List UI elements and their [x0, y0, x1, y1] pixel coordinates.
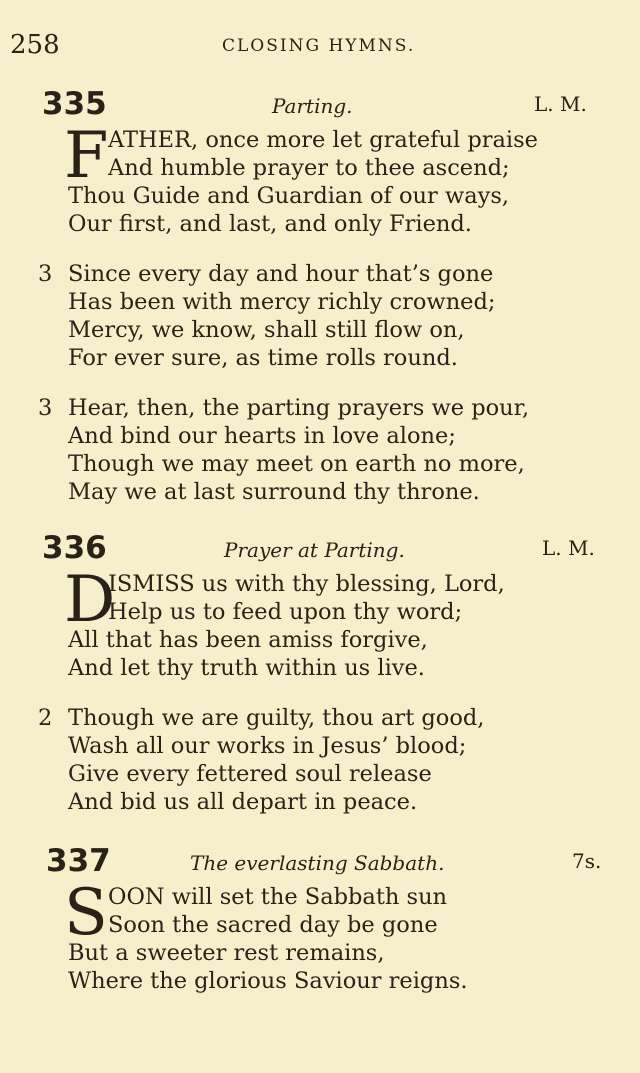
hymn-line: Though we are guilty, thou art good,	[68, 705, 485, 731]
stanza	[0, 704, 640, 816]
hymn-title: Parting.	[272, 94, 353, 118]
drop-cap: F	[64, 119, 109, 193]
running-head: CLOSING HYMNS.	[222, 36, 416, 56]
hymn-title: The everlasting Sabbath.	[190, 851, 445, 875]
hymn-meter: L. M.	[542, 536, 595, 560]
stanza	[0, 260, 640, 372]
page-number: 258	[10, 30, 60, 60]
hymn-line: And bind our hearts in love alone;	[68, 423, 456, 449]
hymn-line: Wash all our works in Jesus’ blood;	[68, 733, 467, 759]
hymn-line: Mercy, we know, shall still flow on,	[68, 317, 465, 343]
stanza	[0, 119, 640, 238]
hymn-336	[0, 530, 640, 838]
stanza-number: 3	[38, 261, 53, 287]
hymn-line: And bid us all depart in peace.	[68, 789, 418, 815]
hymn-337	[0, 843, 640, 1017]
stanza	[0, 876, 640, 995]
hymn-line: For ever sure, as time rolls round.	[68, 345, 458, 371]
hymn-title: Prayer at Parting.	[224, 538, 405, 562]
hymn-meter: 7s.	[572, 849, 602, 873]
hymn-line: Since every day and hour that’s gone	[68, 261, 494, 287]
hymn-line: Our first, and last, and only Friend.	[68, 211, 472, 237]
hymn-number: 337	[46, 843, 111, 879]
hymn-number: 335	[42, 86, 107, 122]
hymn-line: May we at last surround thy throne.	[68, 479, 480, 505]
hymn-line: Hear, then, the parting prayers we pour,	[68, 395, 530, 421]
hymn-line: Where the glorious Saviour reigns.	[68, 968, 468, 994]
hymn-line: Help us to feed upon thy word;	[108, 599, 463, 625]
hymn-line: But a sweeter rest remains,	[68, 940, 385, 966]
hymn-number: 336	[42, 530, 107, 566]
hymn-line: And humble prayer to thee ascend;	[108, 155, 510, 181]
hymn-line: OON will set the Sabbath sun	[108, 884, 448, 910]
hymn-meter: L. M.	[534, 92, 587, 116]
hymn-line: Thou Guide and Guardian of our ways,	[68, 183, 510, 209]
drop-cap: S	[64, 876, 108, 950]
stanza	[0, 563, 640, 682]
stanza-number: 3	[38, 395, 53, 421]
hymn-line: And let thy truth within us live.	[68, 655, 425, 681]
hymn-line: ATHER, once more let grateful praise	[108, 127, 538, 153]
hymn-line: Has been with mercy richly crowned;	[68, 289, 496, 315]
hymn-line: Soon the sacred day be gone	[108, 912, 438, 938]
hymn-line: ISMISS us with thy blessing, Lord,	[108, 571, 505, 597]
hymn-line: Give every fettered soul release	[68, 761, 432, 787]
hymn-line: Though we may meet on earth no more,	[68, 451, 525, 477]
stanza-number: 2	[38, 705, 53, 731]
drop-cap: D	[64, 563, 116, 637]
hymn-335	[0, 86, 640, 528]
hymn-line: All that has been amiss forgive,	[68, 627, 428, 653]
page-header	[0, 30, 640, 60]
stanza	[0, 394, 640, 506]
